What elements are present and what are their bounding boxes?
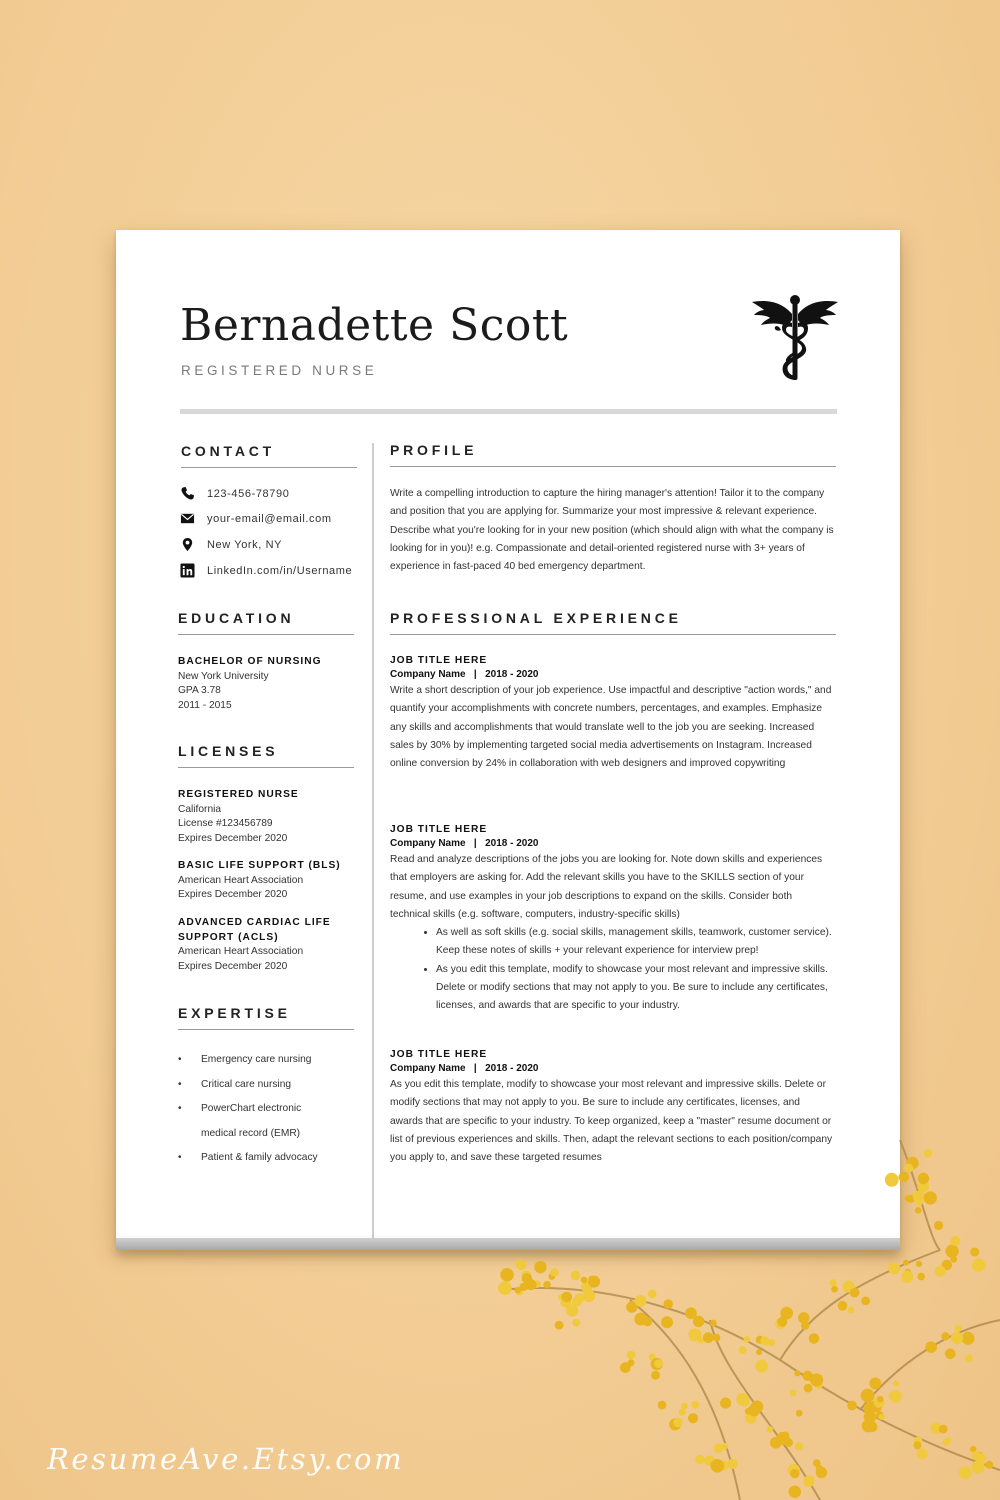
education-entry bbox=[178, 655, 358, 713]
license-entry bbox=[178, 916, 343, 974]
blossom bbox=[685, 1307, 697, 1319]
blossom bbox=[581, 1277, 588, 1284]
blossom bbox=[648, 1290, 657, 1299]
blossom bbox=[588, 1276, 600, 1288]
blossom bbox=[712, 1334, 720, 1342]
blossom bbox=[972, 1258, 985, 1271]
blossom bbox=[924, 1149, 933, 1158]
blossom bbox=[804, 1384, 813, 1393]
blossom bbox=[516, 1259, 527, 1270]
license-line: Expires December 2020 bbox=[178, 889, 288, 901]
blossom bbox=[798, 1312, 809, 1323]
experience-heading: PROFESSIONAL EXPERIENCE bbox=[390, 610, 836, 635]
blossom bbox=[500, 1268, 514, 1282]
blossom bbox=[703, 1332, 714, 1343]
school: New York University bbox=[178, 670, 269, 682]
license-line: Expires December 2020 bbox=[178, 832, 288, 844]
license-line: Expires December 2020 bbox=[178, 960, 288, 972]
blossom bbox=[710, 1320, 717, 1327]
blossom bbox=[498, 1281, 512, 1295]
blossom bbox=[543, 1281, 550, 1288]
blossom bbox=[913, 1441, 921, 1449]
blossom bbox=[555, 1321, 564, 1330]
location-text: New York, NY bbox=[207, 538, 283, 551]
blossom bbox=[550, 1268, 558, 1276]
blossom bbox=[661, 1316, 673, 1328]
blossom bbox=[961, 1332, 974, 1345]
job-years: 2018 - 2020 bbox=[485, 669, 539, 680]
job-description: As you edit this template, modify to showcase your most relevant and impressive skills. Delete or modify sections that may not apply to you. Be sure to include any certificates, licenses, and awards that are specific to your industry. To keep organized, keep a "master" resume document or list of previous experiences and skills. Then, adapt the relevant sections to each position/company you apply to, and save these targeted resumes bbox=[390, 1079, 833, 1164]
blossom bbox=[899, 1172, 909, 1182]
company-name: Company Name bbox=[390, 1063, 466, 1074]
blossom bbox=[794, 1370, 800, 1376]
job-title: JOB TITLE HERE bbox=[390, 655, 488, 666]
blossom bbox=[885, 1173, 899, 1187]
blossom bbox=[934, 1221, 943, 1230]
expertise-list bbox=[178, 1048, 358, 1171]
blossom bbox=[755, 1360, 768, 1373]
blossom bbox=[916, 1261, 922, 1267]
list-item: • PowerChart electronic medical record (EMR) bbox=[178, 1097, 319, 1146]
job-entry bbox=[390, 655, 834, 773]
linkedin-text: LinkedIn.com/in/Username bbox=[207, 564, 353, 577]
blossom bbox=[710, 1459, 724, 1473]
job-bullets bbox=[390, 924, 834, 1015]
envelope-icon bbox=[180, 511, 195, 526]
blossom bbox=[901, 1271, 913, 1283]
phone-icon bbox=[180, 486, 195, 501]
blossom bbox=[673, 1418, 683, 1428]
list-item: • As you edit this template, modify to showcase your most relevant and impressive skills. Delete or modify sections that may not apply to you. Be sure to include any certificates, licenses, and awards that are specific to your industry. bbox=[436, 961, 834, 1016]
license-line: California bbox=[178, 803, 222, 815]
blossom bbox=[720, 1398, 731, 1409]
blossom bbox=[941, 1332, 949, 1340]
blossom bbox=[534, 1261, 546, 1273]
license-title: BASIC LIFE SUPPORT (BLS) bbox=[178, 860, 341, 871]
blossom bbox=[790, 1469, 799, 1478]
job-years: 2018 - 2020 bbox=[485, 838, 539, 849]
blossom bbox=[970, 1248, 979, 1257]
blossom bbox=[813, 1459, 821, 1467]
blossom bbox=[985, 1461, 993, 1469]
blossom bbox=[695, 1455, 705, 1465]
blossom bbox=[743, 1336, 750, 1343]
meta-separator: | bbox=[473, 1063, 477, 1074]
blossom bbox=[917, 1448, 928, 1459]
blossom bbox=[977, 1453, 986, 1462]
blossom bbox=[789, 1486, 801, 1498]
blossom bbox=[688, 1413, 698, 1423]
blossom bbox=[751, 1400, 764, 1413]
blossom bbox=[571, 1271, 581, 1281]
blossom bbox=[777, 1317, 787, 1327]
blossom bbox=[525, 1279, 536, 1290]
blossom bbox=[888, 1262, 900, 1274]
job-years: 2018 - 2020 bbox=[485, 1063, 539, 1074]
blossom bbox=[915, 1207, 922, 1214]
blossom bbox=[770, 1437, 782, 1449]
blossom bbox=[739, 1346, 747, 1354]
blossom bbox=[918, 1173, 929, 1184]
blossom bbox=[869, 1377, 881, 1389]
blossom bbox=[627, 1351, 636, 1360]
blossom bbox=[838, 1301, 848, 1311]
mimosa-blossoms bbox=[498, 1149, 993, 1498]
blossom bbox=[889, 1390, 902, 1403]
blossom bbox=[850, 1288, 860, 1298]
blossom bbox=[654, 1359, 663, 1368]
license-line: American Heart Association bbox=[178, 874, 304, 886]
contact-email bbox=[180, 511, 332, 526]
blossom bbox=[572, 1319, 580, 1327]
blossom bbox=[939, 1425, 948, 1434]
blossom bbox=[740, 1397, 750, 1407]
license-line: License #123456789 bbox=[178, 818, 273, 830]
email-text: your-email@email.com bbox=[207, 512, 332, 525]
blossom bbox=[756, 1349, 762, 1355]
blossom bbox=[945, 1245, 958, 1258]
blossom bbox=[903, 1260, 909, 1266]
blossom bbox=[861, 1296, 870, 1305]
job-meta bbox=[390, 1063, 834, 1074]
job-meta bbox=[390, 838, 834, 849]
blossom bbox=[803, 1476, 814, 1487]
phone-text: 123-456-78790 bbox=[207, 487, 290, 500]
list-item: • Patient & family advocacy bbox=[178, 1146, 358, 1171]
degree: BACHELOR OF NURSING bbox=[178, 656, 322, 667]
caduceus-icon bbox=[752, 294, 838, 384]
blossom bbox=[692, 1401, 700, 1409]
blossom bbox=[679, 1409, 686, 1416]
blossom bbox=[809, 1333, 820, 1344]
job-description: Write a short description of your job experience. Use impactful and descriptive "action words," and quantify your accomplishments with concrete numbers, percentages, and examples. Emphasize any skills and accomplishments that would translate well to the job you are seeking. Increased sales by 30% by implementing targeted social media advertisements on Instagram. Increased online conversion by 24% in collaboration with web designers and improved copywriting bbox=[390, 685, 832, 770]
blossom bbox=[688, 1328, 701, 1341]
blossom bbox=[950, 1236, 960, 1246]
blossom bbox=[950, 1256, 957, 1263]
job-description: Read and analyze descriptions of the jobs you are looking for. Note down skills and experiences that employers are asking for. Add the relevant skills you have to the SKILLS section of your resume, and use examples in your job descriptions to expand on the skills. Consider both technical skills (e.g. software, computers, industry-specific skills) bbox=[390, 854, 823, 920]
candidate-name: Bernadette Scott bbox=[180, 300, 569, 351]
blossom bbox=[663, 1299, 673, 1309]
resume-page bbox=[116, 230, 900, 1240]
blossom bbox=[561, 1292, 572, 1303]
candidate-title: REGISTERED NURSE bbox=[181, 363, 378, 378]
contact-linkedin bbox=[180, 563, 352, 578]
license-line: American Heart Association bbox=[178, 946, 304, 958]
contact-heading: CONTACT bbox=[181, 443, 357, 468]
blossom bbox=[866, 1421, 877, 1432]
education-years: 2011 - 2015 bbox=[178, 699, 232, 711]
blossom bbox=[760, 1336, 769, 1345]
blossom bbox=[942, 1439, 949, 1446]
profile-text: Write a compelling introduction to capture the hiring manager's attention! Tailor it to the company and position that you are applying for. Summarize your most impressive & relevant experience. Describe what you're looking for in your new position (which should align with what the company is looking for in you)! e.g. Compassionate and detail-oriented registered nurse with 3+ years of experience in fast-paced 40 bed emergency department. bbox=[390, 488, 834, 573]
blossom bbox=[951, 1332, 963, 1344]
blossom bbox=[796, 1410, 803, 1417]
blossom bbox=[831, 1286, 838, 1293]
blossom bbox=[904, 1163, 913, 1172]
header-divider bbox=[180, 409, 837, 414]
blossom bbox=[925, 1341, 937, 1353]
blossom bbox=[727, 1459, 737, 1469]
list-item: • Emergency care nursing bbox=[178, 1048, 358, 1073]
map-pin-icon bbox=[180, 537, 195, 552]
blossom bbox=[877, 1396, 884, 1403]
blossom bbox=[635, 1295, 647, 1307]
blossom bbox=[972, 1460, 985, 1473]
job-meta bbox=[390, 669, 834, 680]
job-title: JOB TITLE HERE bbox=[390, 1049, 488, 1060]
blossom bbox=[658, 1401, 667, 1410]
contact-location bbox=[180, 537, 282, 552]
list-item: • Critical care nursing bbox=[178, 1073, 358, 1098]
license-title: REGISTERED NURSE bbox=[178, 789, 299, 800]
blossom bbox=[955, 1325, 962, 1332]
job-entry bbox=[390, 824, 834, 1016]
blossom bbox=[745, 1408, 752, 1415]
license-entry bbox=[178, 859, 358, 903]
blossom bbox=[628, 1359, 635, 1366]
blossom bbox=[924, 1191, 937, 1204]
profile-heading: PROFILE bbox=[390, 442, 836, 467]
company-name: Company Name bbox=[390, 669, 466, 680]
blossom bbox=[935, 1266, 946, 1277]
blossom bbox=[945, 1348, 956, 1359]
blossom bbox=[861, 1389, 875, 1403]
blossom bbox=[634, 1313, 647, 1326]
blossom bbox=[917, 1273, 925, 1281]
education-heading: EDUCATION bbox=[178, 610, 354, 635]
blossom bbox=[959, 1466, 972, 1479]
licenses-heading: LICENSES bbox=[178, 743, 354, 768]
blossom bbox=[681, 1403, 688, 1410]
contact-phone bbox=[180, 486, 289, 501]
license-title: ADVANCED CARDIAC LIFE SUPPORT (ACLS) bbox=[178, 917, 331, 943]
blossom bbox=[879, 1414, 885, 1420]
blossom bbox=[583, 1290, 596, 1303]
blossom bbox=[795, 1442, 803, 1450]
shop-watermark: ResumeAve.Etsy.com bbox=[47, 1442, 405, 1476]
blossom bbox=[965, 1354, 973, 1362]
column-divider bbox=[372, 443, 374, 1238]
license-entry bbox=[178, 788, 358, 846]
blossom bbox=[721, 1443, 728, 1450]
mimosa-flowers-image bbox=[480, 1110, 1000, 1500]
blossom bbox=[847, 1401, 857, 1411]
list-item: • As well as soft skills (e.g. social skills, management skills, teamwork, customer service). Keep these notes of skills + your relevant experience for interview prep! bbox=[436, 924, 834, 961]
blossom bbox=[651, 1371, 660, 1380]
meta-separator: | bbox=[473, 669, 477, 680]
blossom bbox=[810, 1373, 823, 1386]
blossom bbox=[767, 1426, 774, 1433]
job-title: JOB TITLE HERE bbox=[390, 824, 488, 835]
blossom bbox=[830, 1279, 837, 1286]
blossom bbox=[848, 1307, 855, 1314]
blossom bbox=[893, 1380, 899, 1386]
linkedin-icon bbox=[180, 563, 195, 578]
gpa: GPA 3.78 bbox=[178, 685, 221, 697]
company-name: Company Name bbox=[390, 838, 466, 849]
expertise-heading: EXPERTISE bbox=[178, 1005, 354, 1030]
meta-separator: | bbox=[473, 838, 477, 849]
blossom bbox=[790, 1390, 797, 1397]
blossom bbox=[904, 1195, 911, 1202]
blossom bbox=[913, 1191, 924, 1202]
